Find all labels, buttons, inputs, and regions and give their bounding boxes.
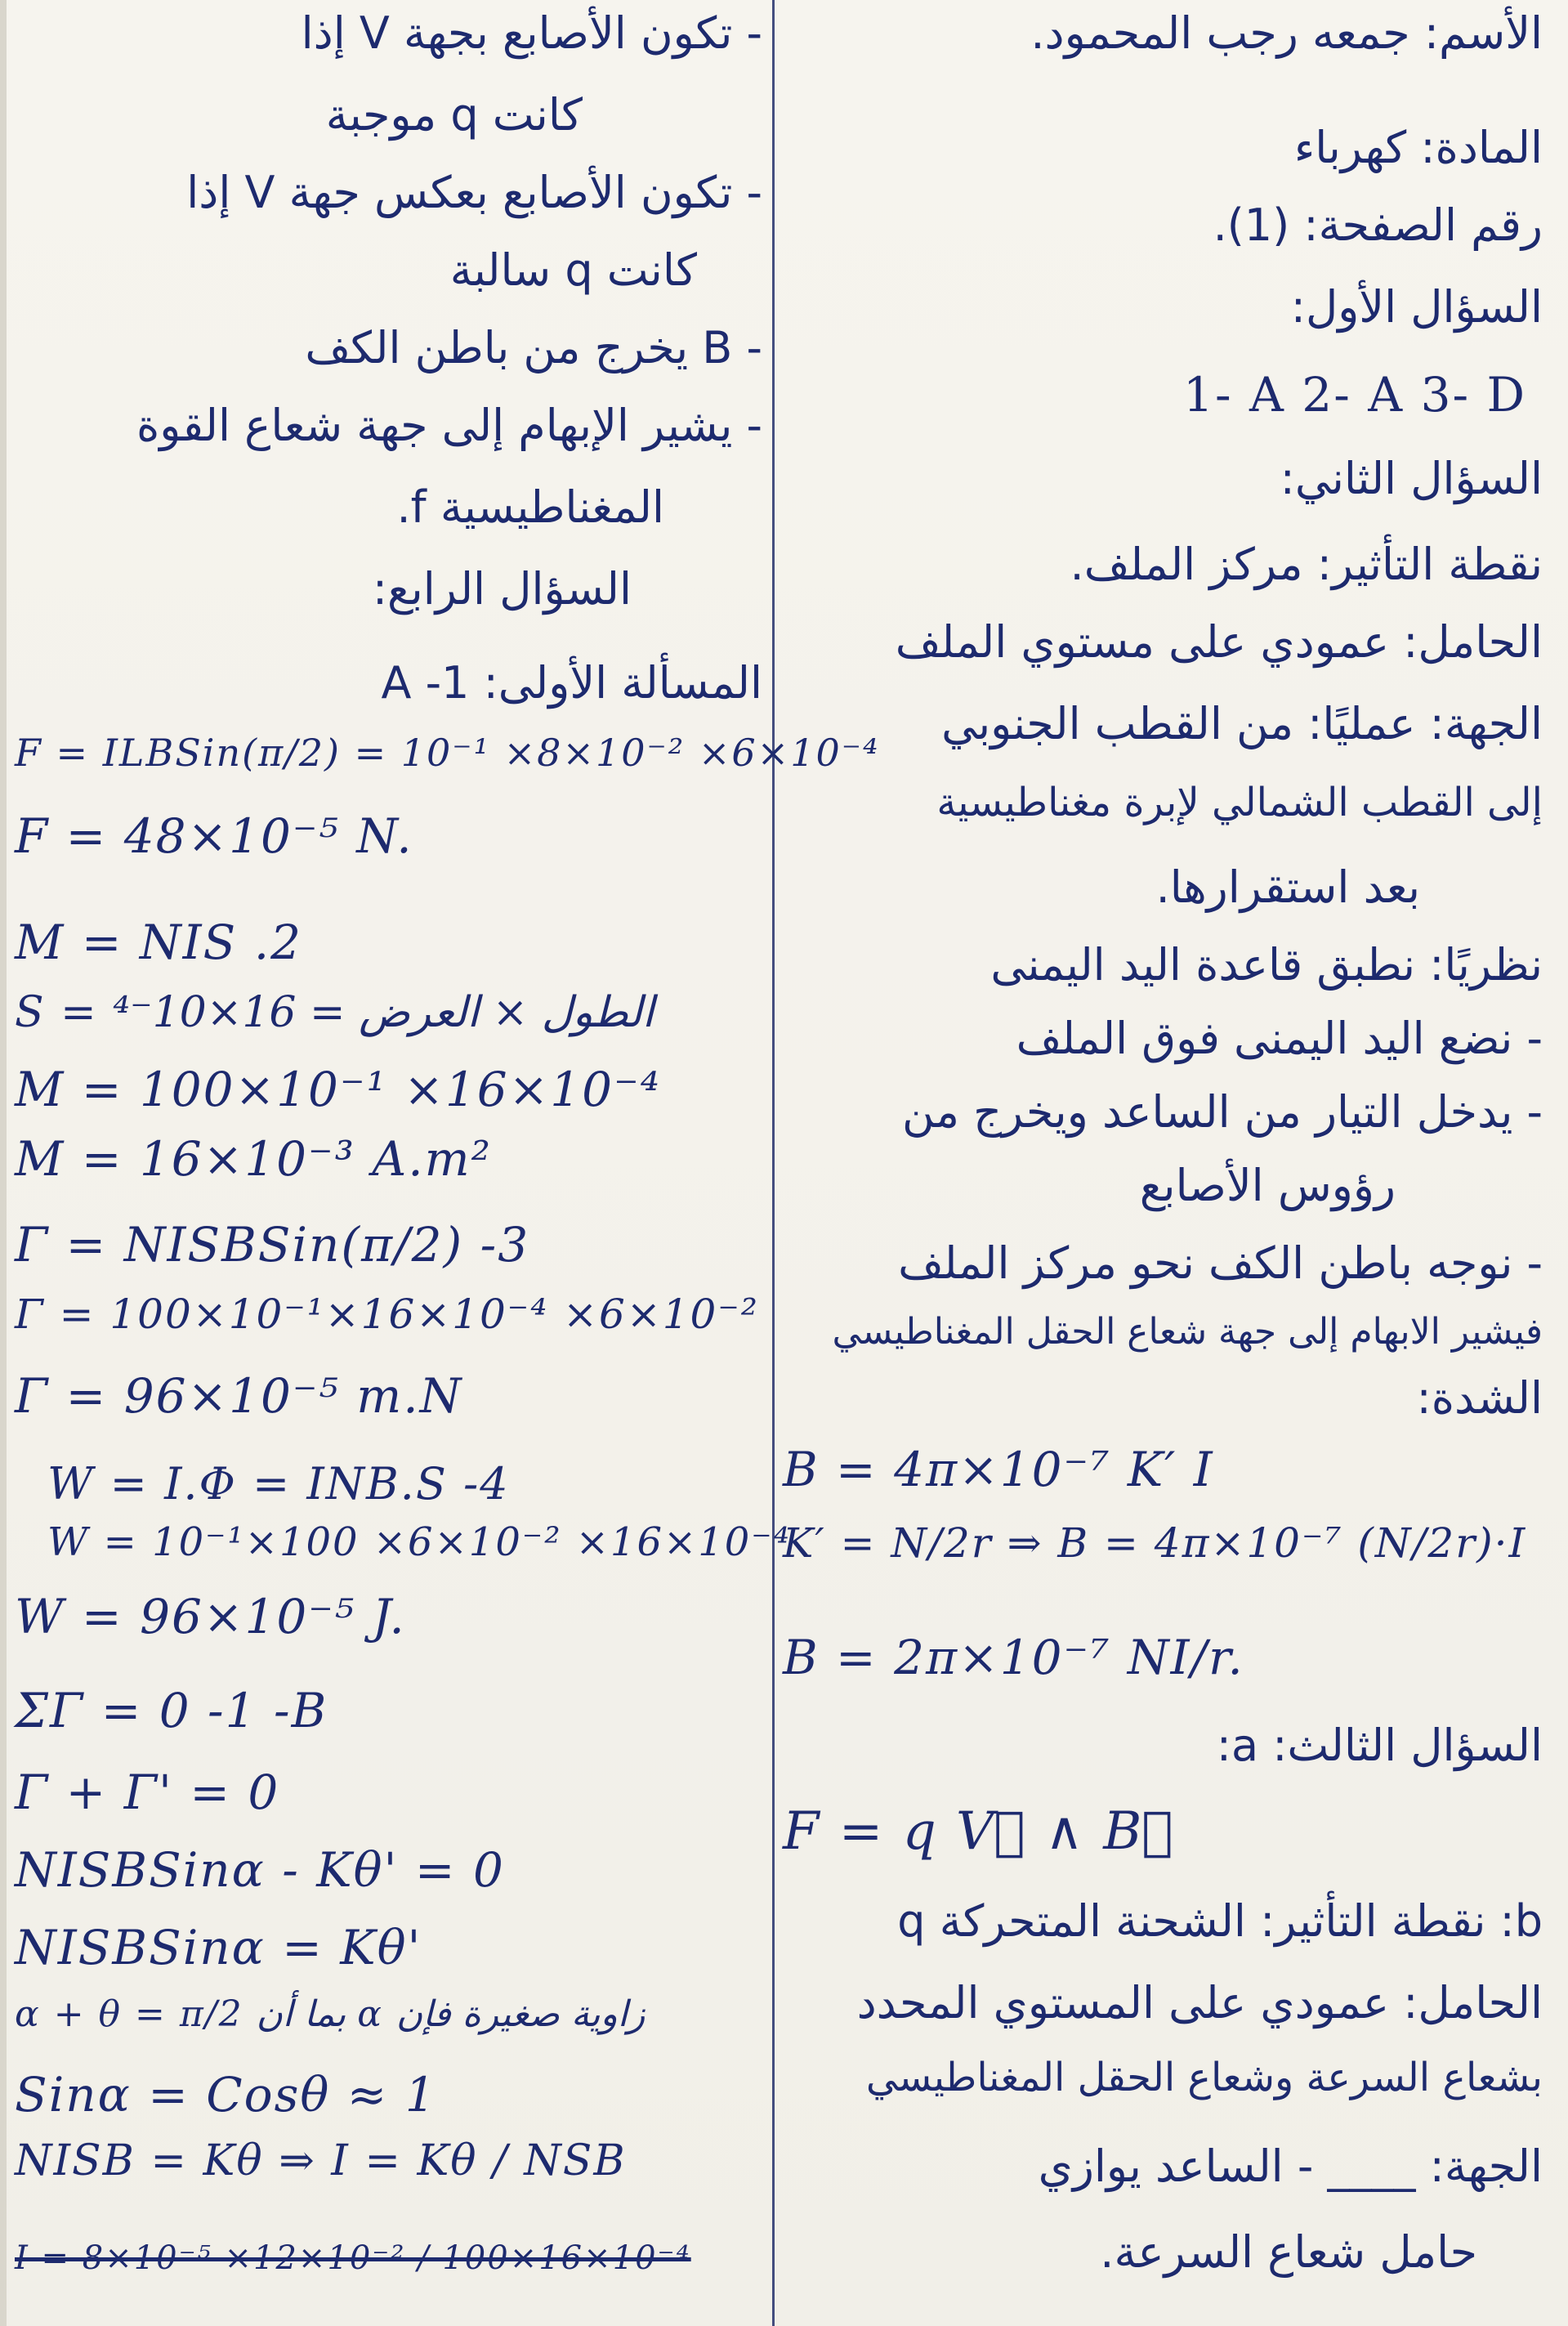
text-line: - تكون الأصابع بجهة V إذا [301, 7, 762, 59]
crossed-out-formula: I = 8×10⁻⁵ ×12×10⁻² / 100×16×10⁻⁴ [15, 2239, 691, 2277]
left-column [15, 7, 880, 2321]
text-line: رؤوس الأصابع [1139, 1160, 1396, 1211]
formula: W = 10⁻¹×100 ×6×10⁻² ×16×10⁻⁴ [47, 1519, 791, 1565]
text-line: الشدة: [1416, 1372, 1543, 1424]
text-line: كانت q سالبة [449, 244, 697, 296]
text-line: حامل شعاع السرعة. [1100, 2226, 1477, 2278]
formula: F = q V⃗ ∧ B⃗ [783, 1801, 1175, 1862]
formula: F = ILBSin(π/2) = 10⁻¹ ×8×10⁻² ×6×10⁻⁴ [15, 731, 880, 775]
question-2-heading: السؤال الثاني: [1280, 453, 1543, 504]
formula: K′ = N/2r ⇒ B = 4π×10⁻⁷ (N/2r)·I [783, 1519, 1527, 1567]
formula: M = NIS .2 [15, 915, 303, 970]
text-line: b: نقطة التأثير: الشحنة المتحركة q [897, 1895, 1543, 1947]
formula: F = 48×10⁻⁵ N. [15, 808, 413, 864]
text-line: - B يخرج من باطن الكف [305, 322, 762, 374]
formula: NISB = Kθ ⇒ I = Kθ / NSB [15, 2136, 627, 2185]
subject: المادة: كهرباء [1293, 122, 1543, 173]
text-line: نقطة التأثير: مركز الملف. [1070, 539, 1543, 590]
text-line: إلى القطب الشمالي لإبرة مغناطيسية [936, 780, 1543, 825]
text-line: بشعاع السرعة وشعاع الحقل المغناطيسي [865, 2055, 1543, 2100]
formula: B = 2π×10⁻⁷ NI/r. [783, 1630, 1244, 1685]
page-number: رقم الصفحة: (1). [1213, 199, 1543, 251]
problem-1-heading: المسألة الأولى: A -1 [381, 657, 762, 709]
question-3-heading: السؤال الثالث: a: [1216, 1720, 1543, 1771]
text-line: - يدخل التيار من الساعد ويخرج من [901, 1086, 1543, 1138]
text-line: الجهة: عمليًا: من القطب الجنوبي [941, 698, 1543, 749]
formula: M = 100×10⁻¹ ×16×10⁻⁴ [15, 1062, 661, 1117]
text-line: - يشير الإبهام إلى جهة شعاع القوة [136, 400, 762, 451]
formula: S = الطول × العرض = 16×10⁻⁴ [15, 988, 654, 1037]
column-divider [772, 0, 775, 2326]
formula: Γ + Γ' = 0 [15, 1765, 280, 1820]
text-line: الحامل: عمودي على مستوي الملف [895, 616, 1543, 668]
question-4-heading: السؤال الرابع: [372, 563, 632, 615]
page-edge [0, 0, 7, 2326]
formula: M = 16×10⁻³ A.m² [15, 1131, 492, 1187]
formula: Γ = 100×10⁻¹×16×10⁻⁴ ×6×10⁻² [15, 1290, 759, 1338]
text-line: - نوجه باطن الكف نحو مركز الملف [898, 1237, 1543, 1289]
formula: NISBSinα - Kθ' = 0 [15, 1842, 505, 1898]
text-line: نظريًا: نطبق قاعدة اليد اليمنى [990, 939, 1543, 991]
question-1-answers: 1- A 2- A 3- D [1183, 367, 1526, 423]
text-line: الجهة: ____ - الساعد يوازي [1038, 2140, 1543, 2192]
formula: NISBSinα = Kθ' [15, 1920, 422, 1975]
student-name: الأسم: جمعه رجب المحمود. [1030, 7, 1543, 59]
right-column [783, 8, 1543, 2321]
text-line: - نضع اليد اليمنى فوق الملف [1016, 1013, 1543, 1064]
question-1-heading: السؤال الأول: [1290, 281, 1543, 333]
formula: α + θ = π/2 بما أن α زاوية صغيرة فإن [15, 1993, 646, 2035]
formula: Γ = NISBSin(π/2) -3 [15, 1217, 530, 1273]
text-line: كانت q موجبة [325, 89, 583, 141]
text-line: المغناطيسية f. [396, 481, 664, 533]
formula: Γ = 96×10⁻⁵ m.N [15, 1368, 463, 1424]
formula: Sinα = Cosθ ≈ 1 [15, 2067, 437, 2122]
text-line: الحامل: عمودي على المستوي المحدد [856, 1977, 1543, 2029]
text-line: فيشير الابهام إلى جهة شعاع الحقل المغناطيسي [832, 1311, 1543, 1353]
text-line: بعد استقرارها. [1155, 861, 1420, 913]
formula: W = I.Φ = INB.S -4 [47, 1458, 510, 1510]
formula: W = 96×10⁻⁵ J. [15, 1589, 406, 1644]
text-line: - تكون الأصابع بعكس جهة V إذا [186, 167, 762, 218]
formula: B = 4π×10⁻⁷ K′ I [783, 1442, 1214, 1497]
formula: ΣΓ = 0 -1 -B [15, 1683, 328, 1738]
